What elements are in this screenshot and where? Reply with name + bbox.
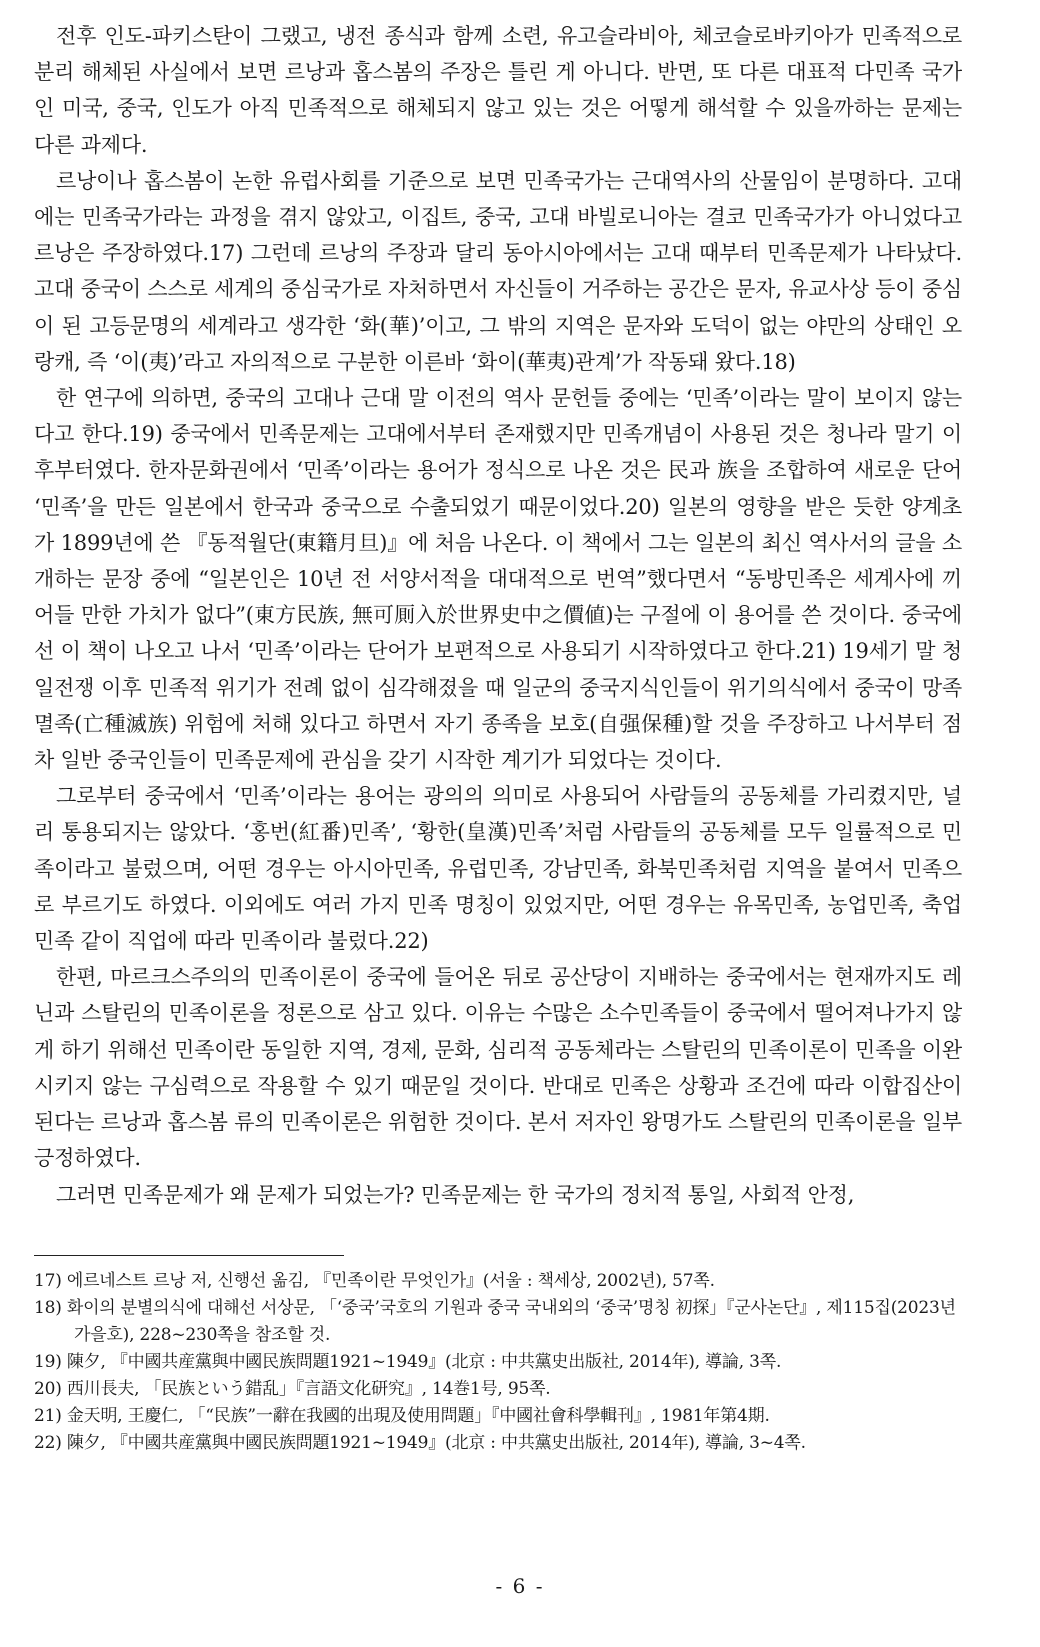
paragraph-1: 전후 인도-파키스탄이 그랬고, 냉전 종식과 함께 소련, 유고슬라비아, 체코슬로바키아가 민족적으로 분리 해체된 사실에서 보면 르낭과 홉스봄의 주장은 틀린 게 아니다. 반면, 또 다른 대표적 다민족 국가인 미국, 중국, 인도가 아직 민족적으로 해체되지 않고 있는 것은 어떻게 해석할 수 있을까하는 문제는 다른 과제다. [34,24,962,157]
footnote-18: 18) 화이의 분별의식에 대해선 서상문, 「‘중국’국호의 기원과 중국 국내외의 ‘중국’명칭 初探」『군사논단』, 제115집(2023년 가을호), 228~230쪽을 참조할 것. [34,1298,956,1345]
page-number: - 6 - [495,1574,545,1598]
footnote-21: 21) 金天明, 王慶仁, 「“民族”一辭在我國的出現及使用問題」『中國社會科學輯刊』, 1981年第4期. [34,1406,770,1426]
footnote-20: 20) 西川長夫, 「民族という錯乱」『言語文化研究』, 14巻1号, 95쪽. [34,1379,551,1399]
paragraph-4: 그로부터 중국에서 ‘민족’이라는 용어는 광의의 의미로 사용되어 사람들의 공동체를 가리켰지만, 널리 통용되지는 않았다. ‘홍번(紅番)민족’, ‘황한(皇漢)민족’처럼 사람들의 공동체를 모두 일률적으로 민족이라고 불렀으며, 어떤 경우는 아시아민족, 유럽민족, 강남민족, 화북민족처럼 지역을 붙여서 민족으로 부르기도 하였다. 이외에도 여러 가지 민족 명칭이 있었지만, 어떤 경우는 유목민족, 농업민족, 축업민족 같이 직업에 따라 민족이라 불렀다.22) [34,784,962,954]
footnote-divider [34,1255,344,1256]
paragraph-5: 한편, 마르크스주의의 민족이론이 중국에 들어온 뒤로 공산당이 지배하는 중국에서는 현재까지도 레닌과 스탈린의 민족이론을 정론으로 삼고 있다. 이유는 수많은 소수민족들이 중국에서 떨어져나가지 않게 하기 위해선 민족이란 동일한 지역, 경제, 문화, 심리적 공동체라는 스탈린의 민족이론이 민족을 이완시키지 않는 구심력으로 작용할 수 있기 때문일 것이다. 반대로 민족은 상황과 조건에 따라 이합집산이 된다는 르낭과 홉스봄 류의 민족이론은 위험한 것이다. 본서 저자인 왕명가도 스탈린의 민족이론을 일부 긍정하였다. [34,965,962,1171]
footnote-22: 22) 陳夕, 『中國共産黨與中國民族問題1921~1949』(北京 : 中共黨史出版社, 2014年), 導論, 3~4쪽. [34,1433,806,1453]
body-text [34,18,962,1213]
paragraph-3: 한 연구에 의하면, 중국의 고대나 근대 말 이전의 역사 문헌들 중에는 ‘민족’이라는 말이 보이지 않는다고 한다.19) 중국에서 민족문제는 고대에서부터 존재했지만 민족개념이 사용된 것은 청나라 말기 이후부터였다. 한자문화권에서 ‘민족’이라는 용어가 정식으로 나온 것은 民과 族을 조합하여 새로운 단어 ‘민족’을 만든 일본에서 한국과 중국으로 수출되었기 때문이었다.20) 일본의 영향을 받은 듯한 양계초가 1899년에 쓴 『동적월단(東籍月旦)』에 처음 나온다. 이 책에서 그는 일본의 최신 역사서의 글을 소개하는 문장 중에 “일본인은 10년 전 서양서적을 대대적으로 번역”했다면서 “동방민족은 세계사에 끼어들 만한 가치가 없다”(東方民族, 無可厠入於世界史中之價値)는 구절에 이 용어를 쓴 것이다. 중국에선 이 책이 나오고 나서 ‘민족’이라는 단어가 보편적으로 사용되기 시작하였다고 한다.21) 19세기 말 청일전쟁 이후 민족적 위기가 전례 없이 심각해졌을 때 일군의 중국지식인들이 위기의식에서 중국이 망족멸족(亡種滅族) 위험에 처해 있다고 하면서 자기 종족을 보호(自强保種)할 것을 주장하고 나서부터 점차 일반 중국인들이 민족문제에 관심을 갖기 시작한 계기가 되었다는 것이다. [34,386,962,773]
paragraph-6: 그러면 민족문제가 왜 문제가 되었는가? 민족문제는 한 국가의 정치적 통일, 사회적 안정, [56,1182,855,1207]
footnote-19: 19) 陳夕, 『中國共産黨與中國民族問題1921~1949』(北京 : 中共黨史出版社, 2014年), 導論, 3쪽. [34,1352,782,1372]
footnote-17: 17) 에르네스트 르낭 저, 신행선 옮김, 『민족이란 무엇인가』(서울 : 책세상, 2002년), 57쪽. [34,1271,715,1291]
footnotes [34,1268,974,1457]
paragraph-2: 르낭이나 홉스봄이 논한 유럽사회를 기준으로 보면 민족국가는 근대역사의 산물임이 분명하다. 고대에는 민족국가라는 과정을 겪지 않았고, 이집트, 중국, 고대 바빌로니아는 결코 민족국가가 아니었다고 르낭은 주장하였다.17) 그런데 르낭의 주장과 달리 동아시아에서는 고대 때부터 민족문제가 나타났다. 고대 중국이 스스로 세계의 중심국가로 자처하면서 자신들이 거주하는 공간은 문자, 유교사상 등이 중심이 된 고등문명의 세계라고 생각한 ‘화(華)’이고, 그 밖의 지역은 문자와 도덕이 없는 야만의 상태인 오랑캐, 즉 ‘이(夷)’라고 자의적으로 구분한 이른바 ‘화이(華夷)관계’가 작동돼 왔다.18) [34,168,962,374]
